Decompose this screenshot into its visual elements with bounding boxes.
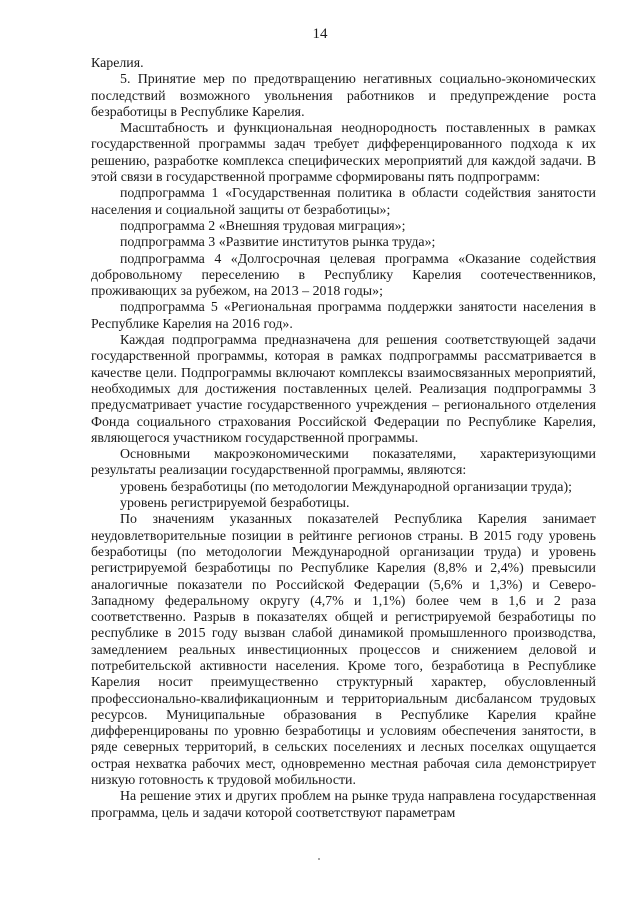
list-item-subprogram-2: подпрограмма 2 «Внешняя трудовая миграция»; [120,218,406,234]
list-item-subprogram-4: подпрограмма 4 «Долгосрочная целевая программа «Оказание содействия добровольному переселению в Республику Карелия соотечественников, проживающих за рубежом, на 2013 – 2018 годы»; [91,251,596,300]
paragraph: Карелия. [91,56,144,71]
list-item-subprogram-5: подпрограмма 5 «Региональная программа поддержки занятости населения в Республике Карелия на 2016 год». [91,300,596,332]
paragraph: По значениям указанных показателей Республика Карелия занимает неудовлетворительные позиции в рейтинге регионов страны. В 2015 году уровень безработицы (по методологии Международной организации труда) и уровень регистрируемой безработицы по Республике Карелия (8,8% и 2,4%) превысили аналогичные показатели по Российской Федерации (5,6% и 1,3%) и Северо-Западному федеральному округу (4,7% и 1,1%) более чем в 1,6 и 2 раза соответственно. Разрыв в показателях общей и регистрируемой безработицы по республике в 2015 году вызван слабой динамикой промышленного производства, замедлением реальных инвестиционных процессов и снижением деловой и потребительской активности населения. Кроме того, безработица в Республике Карелия носит преимущественно структурный характер, обусловленный профессионально-квалификационным и территориальным дисбалансом трудовых ресурсов. Муниципальные образования в Республике Карелия крайне дифференцированы по уровню безработицы и условиям обеспечения занятости, в ряде северных территорий, в сельских поселениях и лесных поселках ощущается острая нехватка рабочих мест, одновременно местная рабочая сила демонстрирует низкую готовность к трудовой мобильности. [91,512,596,789]
paragraph: На решение этих и других проблем на рынке труда направлена государственная программа, цель и задачи которой соответствуют параметрам [91,789,596,821]
list-item-indicator: уровень регистрируемой безработицы. [120,496,350,512]
paragraph: 5. Принятие мер по предотвращению негативных социально-экономических последствий возможного увольнения работников и предупреждение роста безработицы в Республике Карелия. [91,72,596,120]
list-item-subprogram-3: подпрограмма 3 «Развитие институтов рынка труда»; [120,235,436,251]
list-item-indicator: уровень безработицы (по методологии Международной организации труда); [120,479,572,495]
paragraph: Основными макроэкономическими показателями, характеризующими результаты реализации государственной программы, являются: [91,447,596,479]
page-number: 14 [312,26,328,42]
paragraph: Масштабность и функциональная неоднородность поставленных в рамках государственной программы задач требует дифференцированного подхода к их решению, разработке комплекса специфических мероприятий для каждой задачи. В этой связи в государственной программе сформированы пять подпрограмм: [91,121,596,186]
page-body [91,56,596,822]
scan-speck [318,858,320,860]
list-item-subprogram-1: подпрограмма 1 «Государственная политика в области содействия занятости населения и социальной защиты от безработицы»; [91,186,596,218]
paragraph: Каждая подпрограмма предназначена для решения соответствующей задачи государственной программы, которая в рамках подпрограммы рассматривается в качестве цели. Подпрограммы включают комплексы взаимосвязанных мероприятий, необходимых для достижения поставленных целей. Реализация подпрограммы 3 предусматривает участие государственного учреждения – регионального отделения Фонда социального страхования Российской Федерации по Республике Карелия, являющегося участником государственной программы. [91,333,596,446]
